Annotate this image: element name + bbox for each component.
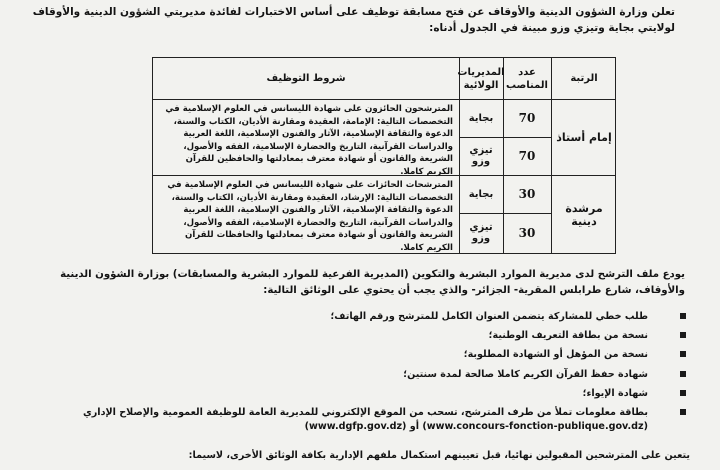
posts-count: 70 xyxy=(518,111,536,125)
directorate-name: تيزي وزو xyxy=(469,222,493,244)
intro-line-2: لولايتي بجاية وتيزي وزو مبينة في الجدول أدناه: xyxy=(429,22,675,34)
website-link[interactable]: (www.concours-fonction-publique.gov.dz) xyxy=(422,420,648,432)
posts-count: 30 xyxy=(518,187,536,201)
list-item: شهادة الإيواء؛ xyxy=(86,387,686,406)
conditions-religious-guide: المترشحات الحائزات على شهادة الليسانس في العلوم الإسلامية في التخصصات التالية: الإرشاد، العقيدة ومقارنة الأديان، الكتاب والسنة، الدعوة والثقافة الإسلامية، الآثار والفنون الإسلامية، اللغة العربية والدراسات القرآنية، التاريخ والحضارة الإسلامية، الفقه والأصول، الشريعة والقانون أو شهادة معترف بمعادلتها والحافظات للقرآن الكريم كاملا. xyxy=(167,180,453,253)
header-grade: الرتبة xyxy=(570,73,598,84)
list-item: شهادة حفظ القرآن الكريم كاملا صالحة لمدة سنتين؛ xyxy=(86,368,686,387)
grade-religious-guide: مرشدة دينية xyxy=(565,202,603,228)
deposit-line-1: يودع ملف الترشح لدى مديرية الموارد البشرية والتكوين (المديرية الفرعية للموارد البشرية والمسابقات) بوزارة الشؤون الدينية xyxy=(60,269,685,280)
deposit-instructions xyxy=(45,267,685,299)
posts-count: 70 xyxy=(518,149,536,163)
directorate-name: تيزي وزو xyxy=(469,145,493,167)
posts-count: 30 xyxy=(518,226,536,240)
documents-list xyxy=(82,310,686,446)
intro-text xyxy=(32,4,675,36)
website-link[interactable]: (www.dgfp.gov.dz) xyxy=(304,420,407,432)
directorate-name: بجاية xyxy=(468,112,494,124)
header-posts: عدد المناصب xyxy=(506,66,548,91)
intro-line-1: تعلن وزارة الشؤون الدينية والأوقاف عن فتح مسابقة توظيف على أساس الاختبارات لفائدة مديريتي الشؤون الدينية والأوقاف xyxy=(32,6,675,18)
grade-imam-professor: إمام أستاذ xyxy=(556,130,612,144)
header-directorates: المديريات الولائية xyxy=(457,66,505,91)
list-item: نسخة من المؤهل أو الشهادة المطلوبة؛ xyxy=(86,348,686,367)
list-item: طلب خطي للمشاركة يتضمن العنوان الكامل للمترشح ورقم الهاتف؛ xyxy=(86,310,686,329)
footer-note: يتعين على المترشحين المقبولين نهائيا، قبل تعيينهم استكمال ملفهم الإدارية بكافة الوثائق الأخرى، لاسيما: xyxy=(188,450,690,461)
recruitment-table xyxy=(152,57,616,254)
header-conditions: شروط التوظيف xyxy=(266,73,346,84)
directorate-name: بجاية xyxy=(468,188,494,200)
list-item: نسخة من بطاقة التعريف الوطنية؛ xyxy=(86,329,686,348)
conditions-imam-professor: المترشحون الحائزون على شهادة الليسانس في العلوم الإسلامية في التخصصات التالية: الإمامة، العقيدة ومقارنة الأديان، الكتاب والسنة، الدعوة والثقافة الإسلامية، الآثار والفنون الإسلامية، اللغة العربية والدراسات القرآنية، التاريخ والحضارة الإسلامية، الفقه والأصول، الشريعة والقانون أو شهادة معترف بمعادلتها والحافظين للقرآن الكريم كاملا. xyxy=(165,104,453,177)
deposit-line-2: والأوقاف، شارع طرابلس المقرية- الجزائر- والذي يجب أن يحتوي على الوثائق التالية: xyxy=(263,285,685,296)
list-item-info-card: بطاقة معلومات تملأ من طرف المترشح، تسحب من الموقع الإلكتروني للمديرية العامة للوظيفة العمومية والإصلاح الإداري (www.concours-fonction-publique.gov.dz) أو (www.dgfp.gov.dz) xyxy=(86,406,686,446)
